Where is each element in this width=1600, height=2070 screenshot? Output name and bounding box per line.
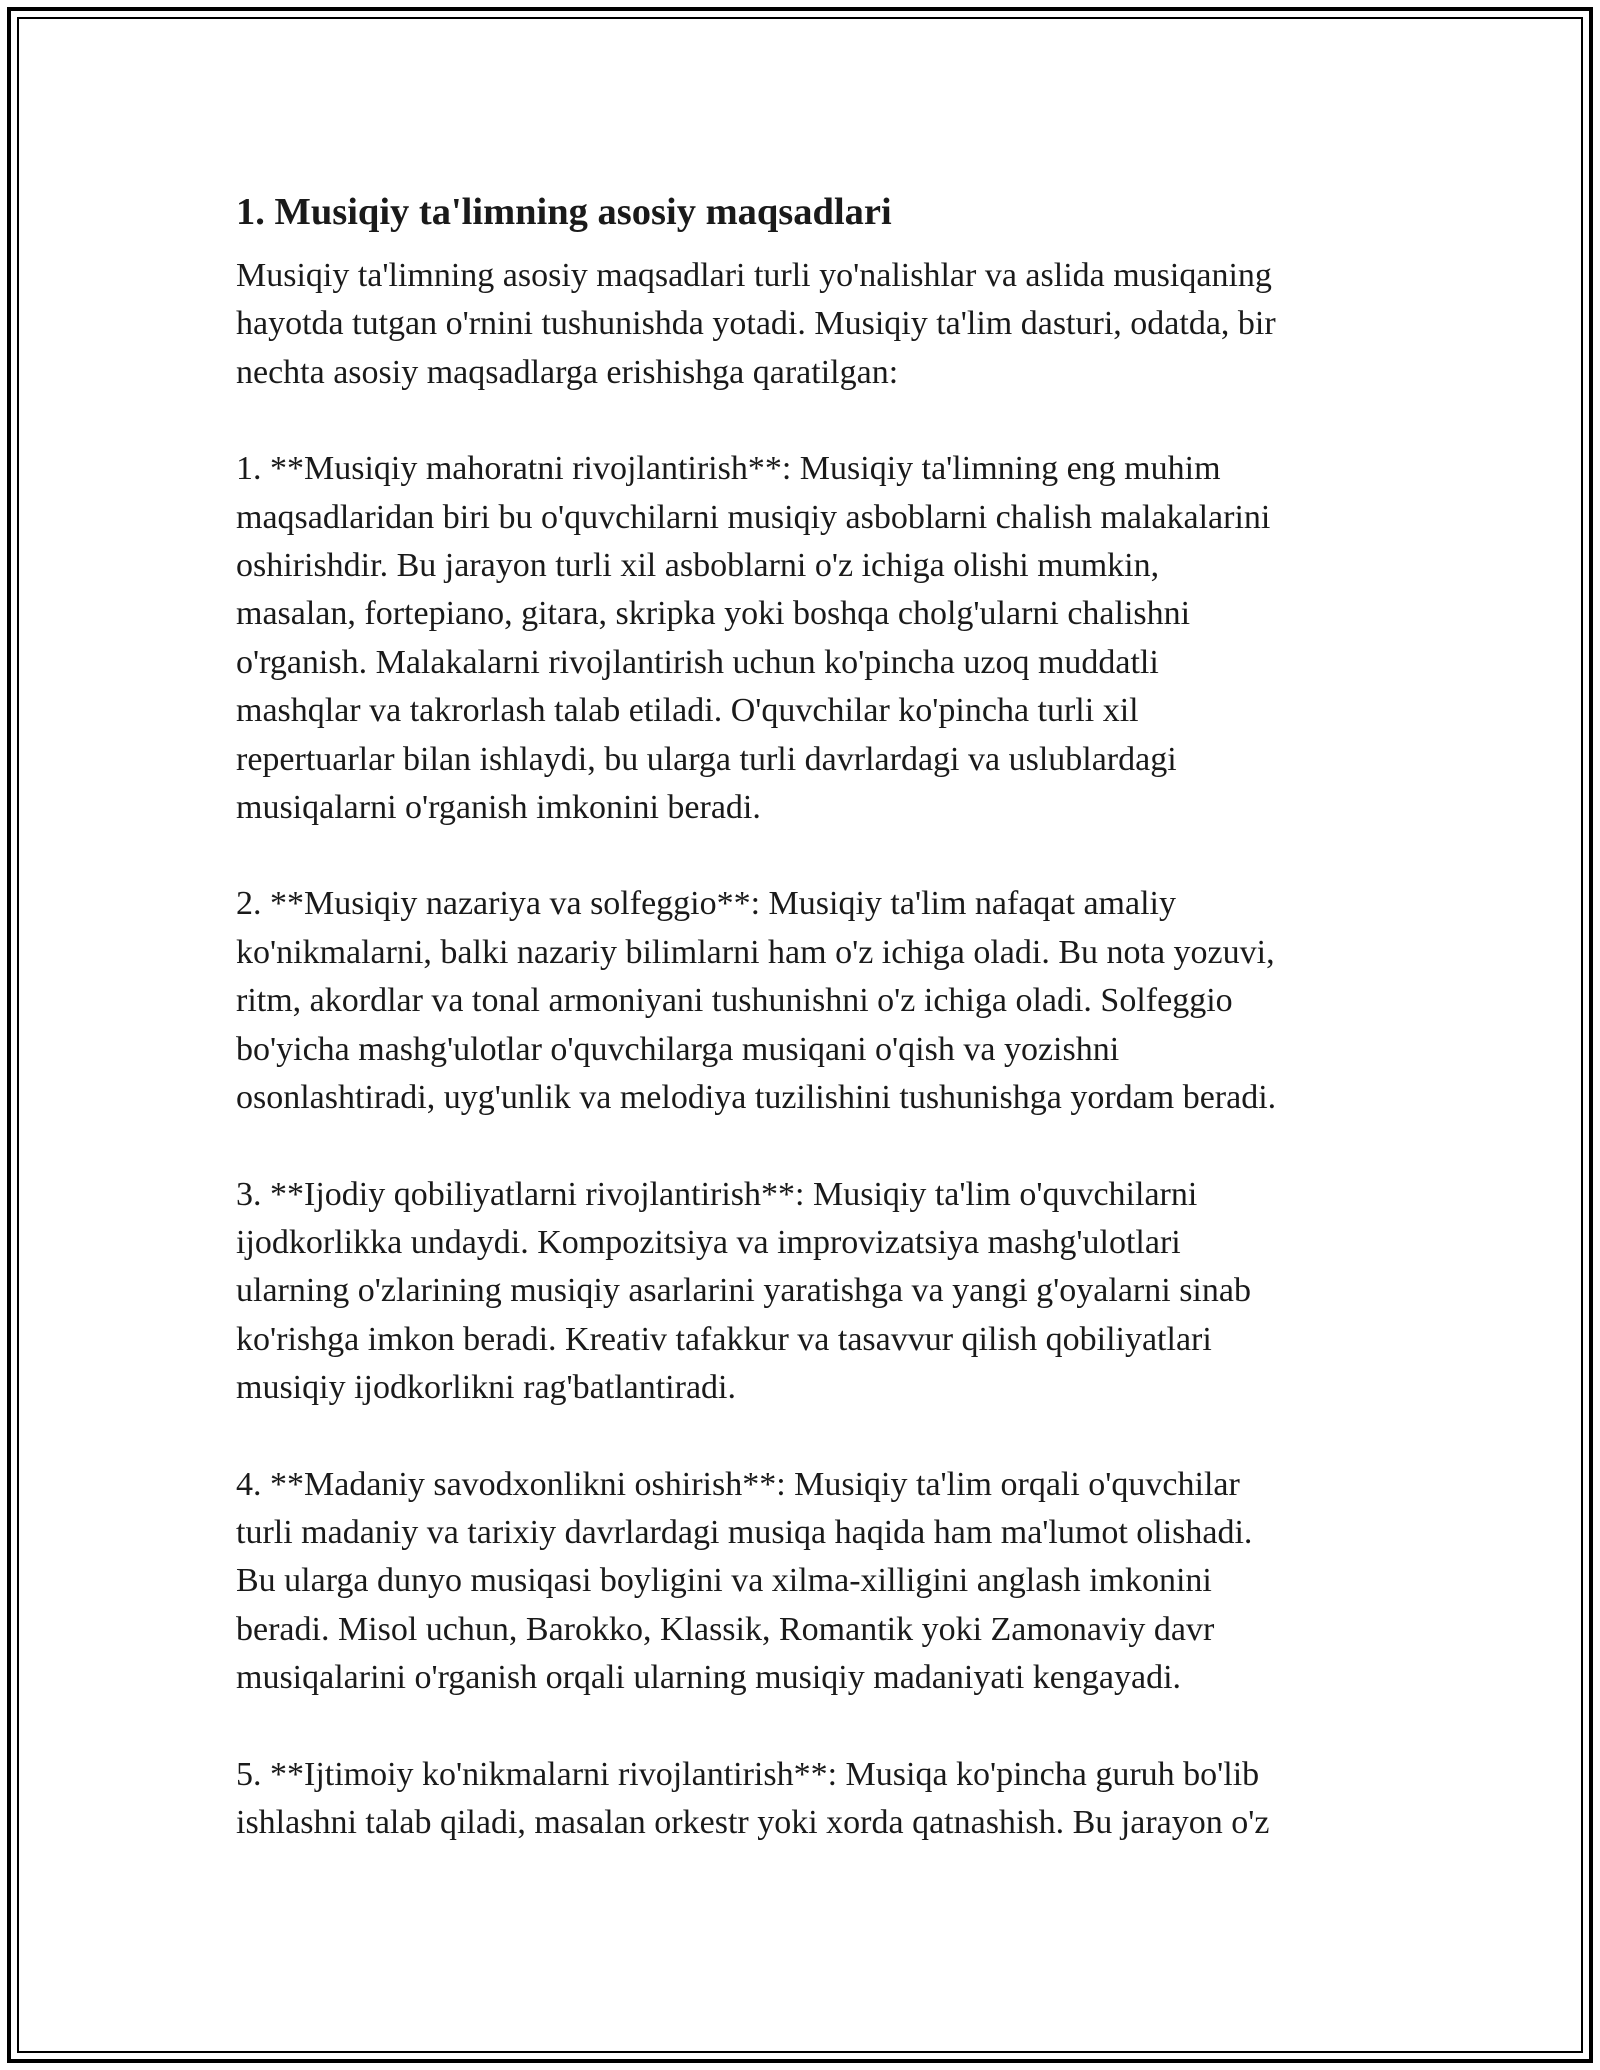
intro-paragraph: Musiqiy ta'limning asosiy maqsadlari turli yo'nalishlar va aslida musiqaning hayotda tutgan o'rnini tushunishda yotadi. Musiqiy ta'lim dasturi, odatda, bir nechta asosiy maqsadlarga erishishga qaratilgan: xyxy=(236,257,1276,391)
list-item-music-theory: 2. **Musiqiy nazariya va solfeggio**: Musiqiy ta'lim nafaqat amaliy ko'nikmalarni, balki nazariy bilimlarni ham o'z ichiga oladi. Bu nota yozuvi, ritm, akordlar va tonal armoniyani tushunishni o'z ichiga oladi. Solfeggio bo'yicha mashg'ulotlar o'quvchilarga musiqani o'qish va yozishni osonlashtiradi, uyg'unlik va melodiya tuzilishini tushunishga yordam beradi. xyxy=(236,885,1277,1117)
list-item-cultural-literacy: 4. **Madaniy savodxonlikni oshirish**: Musiqiy ta'lim orqali o'quvchilar turli madaniy va tarixiy davrlardagi musiqa haqida ham ma'lumot olishadi. Bu ularga dunyo musiqasi boyligini va xilma-xilligini anglash imkonini beradi. Misol uchun, Barokko, Klassik, Romantik yoki Zamonaviy davr musiqalarini o'rganish orqali ularning musiqiy madaniyati kengayadi. xyxy=(236,1465,1253,1697)
document-body xyxy=(236,186,1366,1895)
section-heading: 1. Musiqiy ta'limning asosiy maqsadlari xyxy=(236,191,892,233)
list-item-skill-development: 1. **Musiqiy mahoratni rivojlantirish**: Musiqiy ta'limning eng muhim maqsadlaridan biri bu o'quvchilarni musiqiy asboblarni chalish malakalarini oshirishdir. Bu jarayon turli xil asboblarni o'z ichiga olishi mumkin, masalan, fortepiano, gitara, skripka yoki boshqa cholg'ularni chalishni o'rganish. Malakalarni rivojlantirish uchun ko'pincha uzoq muddatli mashqlar va takrorlash talab etiladi. O'quvchilar ko'pincha turli xil repertuarlar bilan ishlaydi, bu ularga turli davrlardagi va uslublardagi musiqalarni o'rganish imkonini beradi. xyxy=(236,450,1271,827)
list-item-creative-abilities: 3. **Ijodiy qobiliyatlarni rivojlantirish**: Musiqiy ta'lim o'quvchilarni ijodkorlikka undaydi. Kompozitsiya va improvizatsiya mashg'ulotlari ularning o'zlarining musiqiy asarlarini yaratishga va yangi g'oyalarni sinab ko'rishga imkon beradi. Kreativ tafakkur va tasavvur qilish qobiliyatlari musiqiy ijodkorlikni rag'batlantiradi. xyxy=(236,1175,1251,1407)
list-item-social-skills: 5. **Ijtimoiy ko'nikmalarni rivojlantirish**: Musiqa ko'pincha guruh bo'lib ishlashni talab qiladi, masalan orkestr yoki xorda qatnashish. Bu jarayon o'z xyxy=(236,1755,1270,1841)
